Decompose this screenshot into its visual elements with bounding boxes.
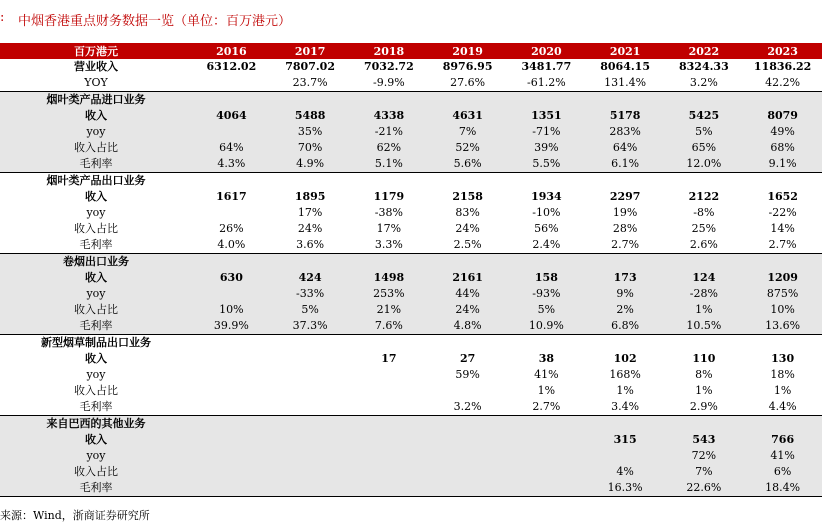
value-cell: 27 [459,352,476,365]
section-header-row [0,92,822,109]
empty-cell [271,92,350,109]
empty-cell [586,254,665,271]
value-cell: 8976.95 [442,60,493,73]
value-cell: -71% [507,124,586,140]
table-row [0,448,822,464]
value-cell: 875% [743,286,822,302]
value-cell: -28% [665,286,744,302]
value-cell: 1934 [531,190,562,203]
value-cell: 3481.77 [521,60,572,73]
value-cell: 4.8% [428,318,507,335]
table-row [0,237,822,254]
table-row [0,189,822,205]
section-header-row [0,173,822,190]
table-row [0,59,822,75]
value-cell: 102 [613,352,637,365]
row-label: YOY [0,75,192,92]
section-title: 来自巴西的其他业务 [0,416,192,433]
empty-cell [743,173,822,190]
value-cell: 4.0% [192,237,271,254]
table-row [0,464,822,480]
value-cell: 10.5% [665,318,744,335]
table-row [0,75,822,92]
year-header: 2020 [531,44,562,58]
section-header-row [0,254,822,271]
value-cell: 6% [743,464,822,480]
table-row [0,140,822,156]
value-cell [507,480,586,497]
value-cell: 44% [428,286,507,302]
value-cell [192,464,271,480]
value-cell [192,480,271,497]
row-label: 营业收入 [74,60,118,73]
year-header: 2017 [294,44,326,58]
value-cell: 1209 [743,270,822,286]
table-row [0,351,822,367]
value-cell [192,432,271,448]
value-cell [428,383,507,399]
value-cell: 1895 [294,190,326,203]
table-row [0,383,822,399]
value-cell: 64% [586,140,665,156]
table-row [0,156,822,173]
value-cell: 131.4% [586,75,665,92]
value-cell [350,383,429,399]
value-cell: -33% [271,286,350,302]
table-row [0,432,822,448]
value-cell [271,367,350,383]
value-cell: 2.9% [665,399,744,416]
value-cell: -8% [693,206,715,219]
row-label: 收入 [0,270,192,286]
value-cell: 5425 [665,108,744,124]
value-cell: 25% [691,222,717,235]
value-cell: 24% [455,222,480,235]
section-title: 新型烟草制品出口业务 [0,335,192,352]
value-cell: 6.8% [586,318,665,335]
year-header: 2016 [216,44,247,58]
row-label: 收入占比 [74,222,118,235]
empty-cell [665,92,744,109]
value-cell: 17% [297,206,323,219]
empty-cell [743,416,822,433]
value-cell: 7% [428,124,507,140]
value-cell: 52% [428,140,507,156]
value-cell: 41% [743,448,822,464]
empty-cell [192,173,271,190]
value-cell: 8064.15 [600,60,650,73]
value-cell: 2.7% [586,237,665,254]
empty-cell [350,335,429,352]
value-cell [428,448,507,464]
section-title: 烟叶类产品出口业务 [0,173,192,190]
value-cell: 23.7% [271,75,350,92]
value-cell [350,432,429,448]
value-cell: 2161 [428,270,507,286]
value-cell: 130 [771,352,795,365]
value-cell [350,480,429,497]
table-row [0,286,822,302]
value-cell: 4064 [192,108,271,124]
empty-cell [507,92,586,109]
row-label: yoy [86,368,106,381]
value-cell: 3.2% [428,399,507,416]
row-label: 毛利率 [0,156,192,173]
value-cell: 1% [537,384,556,397]
row-label: yoy [0,448,192,464]
value-cell: 21% [350,302,429,318]
value-cell [192,75,271,92]
value-cell: -10% [532,206,561,219]
value-cell: 5488 [271,108,350,124]
value-cell [192,351,271,367]
value-cell: 65% [665,140,744,156]
empty-cell [586,416,665,433]
value-cell [271,480,350,497]
empty-cell [586,173,665,190]
value-cell [192,286,271,302]
row-label: yoy [0,286,192,302]
value-cell: 24% [297,222,323,235]
value-cell: 70% [271,140,350,156]
value-cell: 10% [192,302,271,318]
value-cell [192,124,271,140]
value-cell [192,448,271,464]
value-cell [586,448,665,464]
value-cell: 83% [455,206,480,219]
value-cell: 1617 [216,190,247,203]
empty-cell [743,92,822,109]
value-cell [350,448,429,464]
row-label: 收入 [0,108,192,124]
value-cell: 27.6% [428,75,507,92]
row-label: 毛利率 [0,318,192,335]
empty-cell [743,254,822,271]
empty-cell [507,416,586,433]
row-label: 毛利率 [0,480,192,497]
row-label: yoy [0,124,192,140]
value-cell: 24% [428,302,507,318]
row-label: 收入占比 [0,302,192,318]
table-row [0,302,822,318]
value-cell: 62% [350,140,429,156]
value-cell: 8079 [743,108,822,124]
section-header-row [0,335,822,352]
row-label: 毛利率 [0,399,192,416]
value-cell: 4631 [428,108,507,124]
row-label: 收入 [85,190,107,203]
table-row [0,221,822,237]
row-label: 收入占比 [0,140,192,156]
value-cell: 1351 [507,108,586,124]
empty-cell [192,335,271,352]
value-cell: 1179 [373,190,405,203]
value-cell: 4.4% [743,399,822,416]
value-cell [507,464,586,480]
empty-cell [743,335,822,352]
value-cell: 37.3% [271,318,350,335]
value-cell [192,367,271,383]
value-cell: 124 [665,270,744,286]
value-cell: 8% [695,368,713,381]
empty-cell [586,92,665,109]
value-cell: 59% [455,368,480,381]
value-cell: 158 [507,270,586,286]
value-cell: 2% [586,302,665,318]
value-cell: 630 [192,270,271,286]
year-header: 2018 [373,44,405,58]
empty-cell [271,335,350,352]
value-cell: 10% [743,302,822,318]
value-cell: 38 [538,352,555,365]
empty-cell [428,254,507,271]
value-cell: 1% [695,384,713,397]
value-cell: -61.2% [507,75,586,92]
value-cell [271,464,350,480]
value-cell: 12.0% [665,156,744,173]
value-cell: 110 [692,352,716,365]
row-label: 收入 [85,352,107,365]
value-cell: 49% [743,124,822,140]
empty-cell [271,254,350,271]
empty-cell [428,92,507,109]
value-cell: 35% [271,124,350,140]
value-cell: 5178 [586,108,665,124]
value-cell: 39.9% [192,318,271,335]
value-cell: 9.1% [743,156,822,173]
year-header: 2022 [688,44,720,58]
empty-cell [271,173,350,190]
value-cell: 5% [271,302,350,318]
value-cell: 424 [271,270,350,286]
empty-cell [665,416,744,433]
empty-cell [350,416,429,433]
value-cell: 56% [534,222,559,235]
value-cell: 5% [665,124,744,140]
value-cell: 9% [586,286,665,302]
table-row [0,318,822,335]
empty-cell [192,416,271,433]
empty-cell [350,92,429,109]
value-cell: 28% [612,222,638,235]
year-header: 2023 [767,44,798,58]
value-cell: 5% [507,302,586,318]
source-note: 来源：Wind，浙商证券研究所 [0,509,150,522]
value-cell: 26% [219,222,244,235]
row-label: 收入占比 [0,464,192,480]
row-label: yoy [86,206,106,219]
value-cell: 1% [773,384,792,397]
value-cell: -93% [507,286,586,302]
value-cell: 6.1% [586,156,665,173]
value-cell [350,367,429,383]
table-row [0,205,822,221]
table-row [0,270,822,286]
empty-cell [350,173,429,190]
table-row [0,399,822,416]
value-cell: 1498 [350,270,429,286]
year-header: 2021 [609,44,641,58]
value-cell: 766 [743,432,822,448]
value-cell: 13.6% [743,318,822,335]
value-cell: 39% [507,140,586,156]
value-cell: 2.7% [507,399,586,416]
value-cell: 17% [376,222,402,235]
section-title: 烟叶类产品进口业务 [0,92,192,109]
empty-cell [192,254,271,271]
empty-cell [428,173,507,190]
value-cell: 2297 [609,190,641,203]
value-cell: 16.3% [586,480,665,497]
financial-data-table [0,43,822,497]
table-row [0,108,822,124]
value-cell: 6312.02 [206,60,257,73]
value-cell: 4% [586,464,665,480]
value-cell: 543 [665,432,744,448]
value-cell: 2.7% [743,237,822,254]
empty-cell [192,92,271,109]
value-cell: 2158 [452,190,483,203]
value-cell: 64% [192,140,271,156]
empty-cell [428,335,507,352]
empty-cell [271,416,350,433]
financial-table-wrapper [0,43,822,497]
title-prefix: : [0,10,5,25]
empty-cell [586,335,665,352]
value-cell: 2122 [688,190,720,203]
value-cell: 11836.22 [753,60,812,73]
value-cell [350,464,429,480]
value-cell: 253% [350,286,429,302]
value-cell: 2.4% [507,237,586,254]
value-cell [271,383,350,399]
value-cell: 7807.02 [285,60,335,73]
empty-cell [507,254,586,271]
value-cell: 5.6% [428,156,507,173]
value-cell: 41% [534,368,559,381]
value-cell: 7032.72 [363,60,414,73]
table-title: 中烟香港重点财务数据一览（单位：百万港元） [18,14,292,29]
table-row [0,124,822,140]
table-row [0,480,822,497]
empty-cell [665,335,744,352]
value-cell: 283% [586,124,665,140]
value-cell: 1% [665,302,744,318]
value-cell [271,351,350,367]
value-cell: 42.2% [743,75,822,92]
value-cell [428,464,507,480]
value-cell [428,480,507,497]
table-title-bar [0,4,824,30]
value-cell: 68% [743,140,822,156]
value-cell [428,432,507,448]
value-cell: 173 [586,270,665,286]
value-cell: 19% [612,206,638,219]
value-cell: 5.1% [350,156,429,173]
value-cell: 14% [770,222,795,235]
value-cell: 72% [665,448,744,464]
value-cell: 18% [770,368,795,381]
value-cell: -9.9% [350,75,429,92]
value-cell: 1652 [767,190,798,203]
value-cell: 1% [616,384,634,397]
value-cell: 4.3% [192,156,271,173]
value-cell: 17 [381,352,397,365]
value-cell: -22% [768,206,797,219]
empty-cell [428,416,507,433]
value-cell: -38% [374,206,403,219]
row-label: 毛利率 [0,237,192,254]
value-cell: 7% [665,464,744,480]
row-label: 收入 [0,432,192,448]
table-row [0,367,822,383]
value-cell [192,205,271,221]
empty-cell [665,173,744,190]
value-cell [271,399,350,416]
empty-cell [350,254,429,271]
value-cell: 5.5% [507,156,586,173]
value-cell: 3.6% [271,237,350,254]
table-body [0,59,822,497]
year-header: 2019 [452,44,483,58]
value-cell: 168% [609,368,641,381]
value-cell [271,432,350,448]
value-cell [507,448,586,464]
empty-cell [665,254,744,271]
table-header-row [0,43,822,59]
empty-cell [507,173,586,190]
value-cell [507,432,586,448]
value-cell: 4.9% [271,156,350,173]
empty-cell [507,335,586,352]
value-cell: 2.6% [665,237,744,254]
value-cell: 7.6% [350,318,429,335]
value-cell: 3.3% [350,237,429,254]
value-cell: 8324.33 [678,60,729,73]
unit-header: 百万港元 [74,44,118,58]
value-cell: -21% [350,124,429,140]
value-cell [271,448,350,464]
value-cell [192,399,271,416]
row-label: 收入占比 [74,384,118,397]
value-cell: 18.4% [743,480,822,497]
value-cell [350,399,429,416]
value-cell: 4338 [350,108,429,124]
value-cell: 3.4% [586,399,665,416]
value-cell: 3.2% [665,75,744,92]
value-cell: 10.9% [507,318,586,335]
value-cell: 315 [586,432,665,448]
value-cell [192,383,271,399]
value-cell: 2.5% [428,237,507,254]
section-title: 卷烟出口业务 [0,254,192,271]
value-cell: 22.6% [665,480,744,497]
section-header-row [0,416,822,433]
